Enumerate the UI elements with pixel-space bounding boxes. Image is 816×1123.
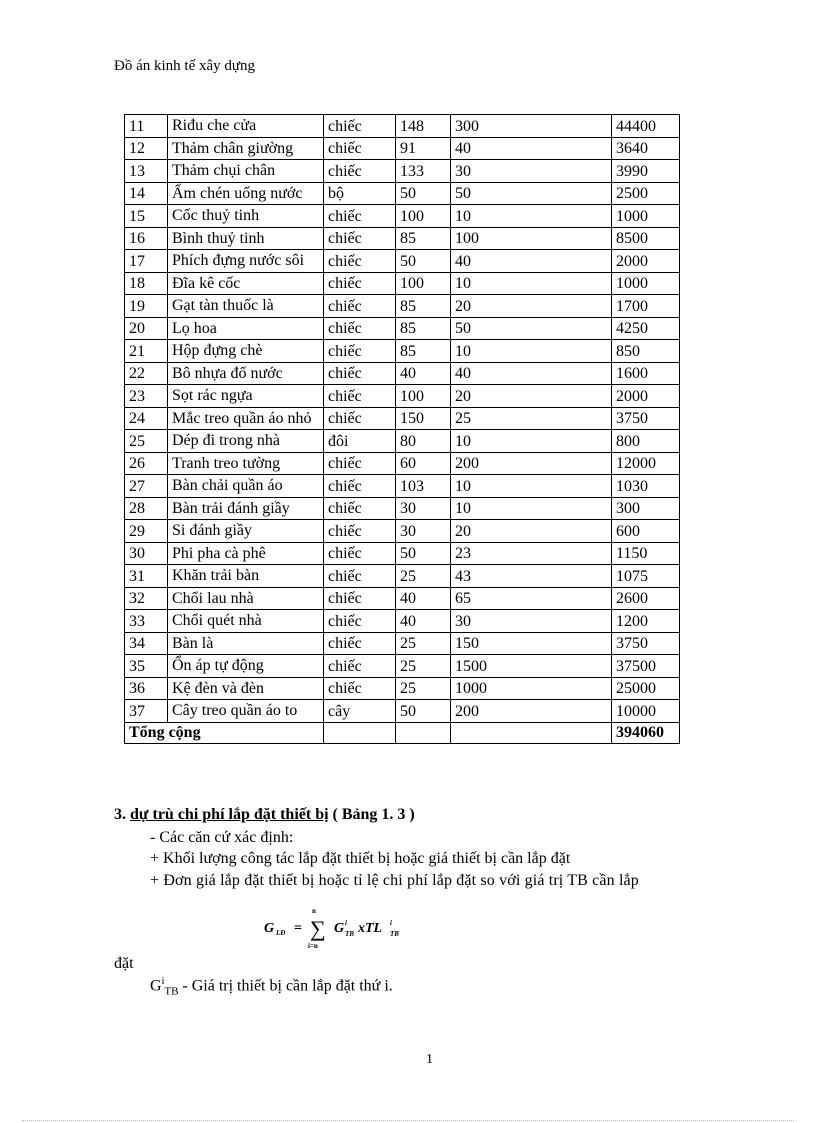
- total-label: Tổng cộng: [125, 722, 324, 744]
- cell-qty: 150: [396, 407, 451, 430]
- table-row: [125, 227, 680, 250]
- cell-price: 1000: [451, 677, 612, 700]
- cell-total: 2600: [612, 587, 680, 610]
- cell-no: 13: [125, 160, 168, 183]
- cell-qty: 133: [396, 160, 451, 183]
- table-row: [125, 475, 680, 498]
- formula-operator: xTL: [358, 921, 383, 936]
- cell-total: 1700: [612, 295, 680, 318]
- cell-price: 50: [451, 317, 612, 340]
- cell-name: Hộp đựng chè: [168, 340, 324, 363]
- cell-unit: chiếc: [324, 340, 396, 363]
- body-line-continuation: đặt: [114, 955, 134, 972]
- cell-unit: cây: [324, 700, 396, 723]
- table-row: [125, 430, 680, 453]
- cell-qty: 60: [396, 452, 451, 475]
- cell-price: 40: [451, 250, 612, 273]
- cell-no: 26: [125, 452, 168, 475]
- table-row: [125, 362, 680, 385]
- body-line-unit-price: + Đơn giá lắp đặt thiết bị hoặc tỉ lệ chi phí lắp đặt so với giá trị TB cần lắp: [150, 872, 639, 889]
- cell-total: 10000: [612, 700, 680, 723]
- cell-price: 10: [451, 497, 612, 520]
- cell-no: 16: [125, 227, 168, 250]
- cell-price: 43: [451, 565, 612, 588]
- table-body: [125, 115, 680, 744]
- cell-name: Ổn áp tự động: [168, 655, 324, 678]
- cell-qty: 40: [396, 587, 451, 610]
- cell-qty: 50: [396, 182, 451, 205]
- table-row: [125, 160, 680, 183]
- cell-no: 19: [125, 295, 168, 318]
- cell-no: 32: [125, 587, 168, 610]
- cell-no: 30: [125, 542, 168, 565]
- cell-no: 31: [125, 565, 168, 588]
- cell-total: 800: [612, 430, 680, 453]
- cell-unit: chiếc: [324, 542, 396, 565]
- cell-name: Phích đựng nước sôi: [168, 250, 324, 273]
- cell-price: 50: [451, 182, 612, 205]
- cell-qty: 40: [396, 362, 451, 385]
- cell-price: 10: [451, 475, 612, 498]
- cell-price: 10: [451, 340, 612, 363]
- cell-total: 3750: [612, 632, 680, 655]
- cell-no: 25: [125, 430, 168, 453]
- cell-total: 3750: [612, 407, 680, 430]
- cell-no: 20: [125, 317, 168, 340]
- cell-total: 300: [612, 497, 680, 520]
- cell-price: 40: [451, 362, 612, 385]
- cell-qty: 25: [396, 677, 451, 700]
- cell-total: 1200: [612, 610, 680, 633]
- cell-no: 35: [125, 655, 168, 678]
- cell-total: 1000: [612, 272, 680, 295]
- total-row: [125, 722, 680, 744]
- formula-term1: G: [334, 921, 345, 936]
- table-row: [125, 115, 680, 138]
- table-row: [125, 700, 680, 723]
- formula-term2-sub: TB: [390, 930, 399, 938]
- cell-qty: 91: [396, 137, 451, 160]
- cell-price: 200: [451, 452, 612, 475]
- table-row: [125, 677, 680, 700]
- cell-qty: 40: [396, 610, 451, 633]
- cell-total: 600: [612, 520, 680, 543]
- cell-no: 12: [125, 137, 168, 160]
- cell-unit: chiếc: [324, 385, 396, 408]
- cell-unit: bộ: [324, 182, 396, 205]
- cell-total: 44400: [612, 115, 680, 138]
- cell-unit: chiếc: [324, 565, 396, 588]
- table-row: [125, 520, 680, 543]
- cell-total: 2000: [612, 250, 680, 273]
- table-row: [125, 452, 680, 475]
- cell-no: 37: [125, 700, 168, 723]
- definition-sup: i: [161, 976, 165, 987]
- cell-name: Khăn trải bàn: [168, 565, 324, 588]
- cell-no: 24: [125, 407, 168, 430]
- table-row: [125, 407, 680, 430]
- cell-price: 1500: [451, 655, 612, 678]
- cell-price: 30: [451, 160, 612, 183]
- table-row: [125, 317, 680, 340]
- cell-price: 65: [451, 587, 612, 610]
- cell-qty: 25: [396, 655, 451, 678]
- table-row: [125, 587, 680, 610]
- cell-qty: 25: [396, 565, 451, 588]
- cell-total: 1150: [612, 542, 680, 565]
- cell-total: 1000: [612, 205, 680, 228]
- table-row: [125, 565, 680, 588]
- table-row: [125, 340, 680, 363]
- table-row: [125, 182, 680, 205]
- cell-unit: chiếc: [324, 205, 396, 228]
- cell-name: Riđu che cửa: [168, 115, 324, 138]
- cell-name: Bô nhựa đổ nước: [168, 362, 324, 385]
- section-title: dự trù chi phí lắp đặt thiết bị: [130, 806, 329, 823]
- cell-unit: chiếc: [324, 497, 396, 520]
- cell-no: 33: [125, 610, 168, 633]
- cell-qty: 25: [396, 632, 451, 655]
- cell-name: Chổi lau nhà: [168, 587, 324, 610]
- cell-total: 850: [612, 340, 680, 363]
- cell-total: 12000: [612, 452, 680, 475]
- cell-no: 14: [125, 182, 168, 205]
- table-row: [125, 655, 680, 678]
- cell-name: Sọt rác ngựa: [168, 385, 324, 408]
- cell-name: Bàn trải đánh giầy: [168, 497, 324, 520]
- section-number: 3.: [114, 806, 126, 823]
- cell-price: 20: [451, 385, 612, 408]
- cell-name: Phi pha cà phê: [168, 542, 324, 565]
- cell-price: 200: [451, 700, 612, 723]
- definition-symbol: G: [150, 977, 162, 995]
- cell-qty: 100: [396, 385, 451, 408]
- cell-price: 10: [451, 430, 612, 453]
- cell-unit: chiếc: [324, 137, 396, 160]
- formula-term2-sup: i: [390, 919, 392, 927]
- cell-price: 100: [451, 227, 612, 250]
- section-heading: [114, 806, 415, 824]
- formula-equals: =: [294, 921, 302, 936]
- table-row: [125, 610, 680, 633]
- cell-total: 2500: [612, 182, 680, 205]
- cell-name: Bình thuỷ tinh: [168, 227, 324, 250]
- empty-cell: [396, 722, 451, 744]
- cell-unit: chiếc: [324, 632, 396, 655]
- formula-sum-upper: n: [312, 907, 316, 915]
- cell-unit: chiếc: [324, 475, 396, 498]
- cell-name: Cây treo quần áo to: [168, 700, 324, 723]
- cell-no: 18: [125, 272, 168, 295]
- formula-term1-sup: i: [345, 919, 347, 927]
- cell-total: 1600: [612, 362, 680, 385]
- empty-cell: [451, 722, 612, 744]
- cell-unit: chiếc: [324, 115, 396, 138]
- cell-total: 3990: [612, 160, 680, 183]
- cell-price: 20: [451, 295, 612, 318]
- table-row: [125, 205, 680, 228]
- cell-total: 1075: [612, 565, 680, 588]
- cell-qty: 103: [396, 475, 451, 498]
- cell-name: Chổi quét nhà: [168, 610, 324, 633]
- cell-unit: chiếc: [324, 655, 396, 678]
- cell-total: 4250: [612, 317, 680, 340]
- cell-qty: 85: [396, 340, 451, 363]
- definition-text: - Giá trị thiết bị cần lắp đặt thứ i.: [178, 977, 393, 995]
- cell-qty: 50: [396, 250, 451, 273]
- cell-unit: chiếc: [324, 520, 396, 543]
- cell-no: 36: [125, 677, 168, 700]
- cell-price: 150: [451, 632, 612, 655]
- cell-no: 34: [125, 632, 168, 655]
- cell-name: Cốc thuỷ tinh: [168, 205, 324, 228]
- cell-no: 28: [125, 497, 168, 520]
- cell-unit: chiếc: [324, 677, 396, 700]
- formula-lhs-sub: LĐ: [276, 929, 286, 937]
- cell-name: Đĩa kê cốc: [168, 272, 324, 295]
- cell-unit: chiếc: [324, 272, 396, 295]
- cell-price: 20: [451, 520, 612, 543]
- cell-no: 29: [125, 520, 168, 543]
- cell-qty: 80: [396, 430, 451, 453]
- cell-name: Thảm chụi chân: [168, 160, 324, 183]
- cell-unit: chiếc: [324, 610, 396, 633]
- cell-price: 300: [451, 115, 612, 138]
- cell-unit: chiếc: [324, 587, 396, 610]
- cell-name: Gạt tàn thuốc là: [168, 295, 324, 318]
- cell-name: Dép đi trong nhà: [168, 430, 324, 453]
- cell-qty: 50: [396, 542, 451, 565]
- cell-price: 10: [451, 205, 612, 228]
- cell-unit: chiếc: [324, 452, 396, 475]
- cell-name: Bàn là: [168, 632, 324, 655]
- cell-no: 27: [125, 475, 168, 498]
- cell-total: 3640: [612, 137, 680, 160]
- cell-price: 23: [451, 542, 612, 565]
- table-row: [125, 385, 680, 408]
- cell-qty: 148: [396, 115, 451, 138]
- cell-price: 25: [451, 407, 612, 430]
- table-row: [125, 137, 680, 160]
- page-number: 1: [426, 1052, 433, 1067]
- table-row: [125, 250, 680, 273]
- cell-total: 37500: [612, 655, 680, 678]
- cell-qty: 85: [396, 227, 451, 250]
- cell-unit: chiếc: [324, 295, 396, 318]
- cell-no: 11: [125, 115, 168, 138]
- cell-qty: 50: [396, 700, 451, 723]
- page-bottom-rule: [22, 1120, 794, 1121]
- cell-no: 15: [125, 205, 168, 228]
- cell-qty: 30: [396, 520, 451, 543]
- definition-line: [150, 976, 393, 998]
- empty-cell: [324, 722, 396, 744]
- cell-qty: 100: [396, 205, 451, 228]
- cell-price: 10: [451, 272, 612, 295]
- cell-unit: chiếc: [324, 317, 396, 340]
- body-line-criteria: - Các căn cứ xác định:: [150, 829, 294, 846]
- cell-name: Lọ hoa: [168, 317, 324, 340]
- cell-no: 22: [125, 362, 168, 385]
- cell-unit: chiếc: [324, 407, 396, 430]
- cell-no: 17: [125, 250, 168, 273]
- table-row: [125, 632, 680, 655]
- cell-qty: 100: [396, 272, 451, 295]
- total-value: 394060: [612, 722, 680, 744]
- installation-cost-formula: [262, 906, 422, 952]
- cell-name: Si đánh giầy: [168, 520, 324, 543]
- cell-total: 8500: [612, 227, 680, 250]
- cell-no: 21: [125, 340, 168, 363]
- formula-sigma: ∑: [310, 916, 326, 941]
- section-ref: ( Bảng 1. 3 ): [332, 806, 415, 823]
- equipment-cost-table: [124, 114, 680, 744]
- cell-total: 25000: [612, 677, 680, 700]
- cell-qty: 85: [396, 317, 451, 340]
- cell-name: Kệ đèn và đèn: [168, 677, 324, 700]
- cell-name: Mắc treo quần áo nhỏ: [168, 407, 324, 430]
- cell-no: 23: [125, 385, 168, 408]
- definition-sub: TB: [164, 985, 179, 998]
- formula-sum-lower: i=n: [308, 942, 318, 950]
- cell-name: Tranh treo tường: [168, 452, 324, 475]
- cell-unit: đôi: [324, 430, 396, 453]
- cell-price: 40: [451, 137, 612, 160]
- table-row: [125, 542, 680, 565]
- page-header: Đồ án kinh tế xây dựng: [114, 58, 256, 74]
- cell-total: 2000: [612, 385, 680, 408]
- table-row: [125, 295, 680, 318]
- table-row: [125, 272, 680, 295]
- cell-name: Ấm chén uống nước: [168, 182, 324, 205]
- cell-unit: chiếc: [324, 227, 396, 250]
- cell-name: Thảm chân giường: [168, 137, 324, 160]
- formula-lhs: G: [264, 921, 275, 936]
- body-line-volume: + Khối lượng công tác lắp đặt thiết bị hoặc giá thiết bị cần lắp đặt: [150, 850, 571, 867]
- cell-qty: 85: [396, 295, 451, 318]
- cell-qty: 30: [396, 497, 451, 520]
- cell-unit: chiếc: [324, 250, 396, 273]
- formula-term1-sub: TB: [345, 930, 354, 938]
- cell-total: 1030: [612, 475, 680, 498]
- cell-price: 30: [451, 610, 612, 633]
- cell-unit: chiếc: [324, 160, 396, 183]
- cell-unit: chiếc: [324, 362, 396, 385]
- table-row: [125, 497, 680, 520]
- cell-name: Bàn chải quần áo: [168, 475, 324, 498]
